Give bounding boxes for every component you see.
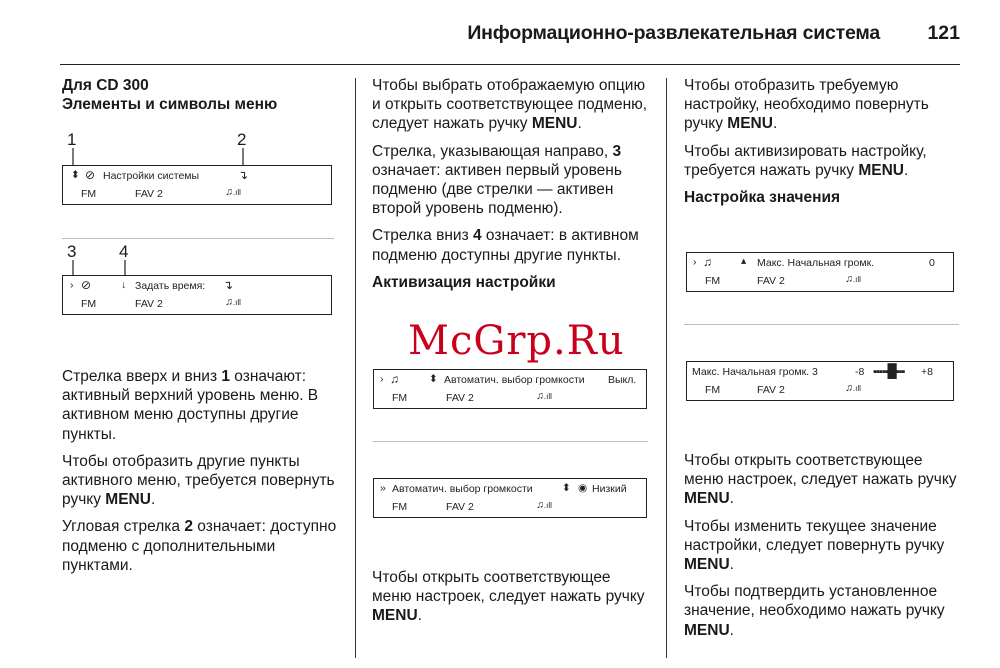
music-note-icon: ♫.ıll bbox=[845, 382, 861, 394]
callout-1: 1 bbox=[67, 130, 77, 149]
paragraph: Чтобы открыть соответствующее меню настроек, следует нажать ручку MENU. bbox=[684, 452, 957, 508]
separator bbox=[684, 324, 959, 325]
page-title: Информационно-развлекательная система bbox=[467, 22, 880, 44]
music-note-icon: ♫ bbox=[703, 255, 712, 269]
separator bbox=[373, 441, 648, 442]
menu-row-label: Настройки системы bbox=[103, 170, 200, 182]
callout-4: 4 bbox=[119, 242, 129, 261]
column-2 bbox=[372, 76, 650, 292]
corner-arrow-icon: ↴ bbox=[238, 168, 249, 182]
band-label: FM bbox=[81, 298, 97, 310]
up-arrow-icon: ▴ bbox=[741, 255, 747, 267]
page-number: 121 bbox=[927, 22, 960, 44]
page-header bbox=[60, 0, 960, 65]
slider-min-label: -8 bbox=[855, 366, 865, 378]
column-3-text bbox=[684, 451, 962, 648]
corner-arrow-icon: ↴ bbox=[223, 278, 234, 292]
paragraph: Чтобы отобразить требуемую настройку, необходимо повернуть ручку MENU. bbox=[684, 77, 929, 133]
paragraph: Чтобы отобразить другие пункты активного меню, требуется повернуть ручку MENU. bbox=[62, 452, 335, 509]
paragraph: Стрелка вверх и вниз 1 означают: активный верхний уровень меню. В активном меню доступны другие пункты. bbox=[62, 368, 319, 443]
paragraph: Чтобы открыть соответствующее меню настроек, следует нажать ручку MENU. bbox=[372, 569, 645, 625]
music-note-icon: ♫.ıll bbox=[536, 499, 552, 511]
band-label: FM bbox=[705, 275, 721, 287]
right-arrow-icon: › bbox=[70, 279, 74, 291]
menu-row-label: Задать время: bbox=[135, 280, 206, 292]
music-note-icon: ♫.ıll bbox=[225, 186, 241, 198]
music-note-icon: ♫.ıll bbox=[845, 273, 861, 285]
up-down-arrow-icon: ⬍ bbox=[71, 169, 80, 181]
menu-row-label: Автоматич. выбор громкости bbox=[392, 483, 533, 495]
paragraph: Чтобы активизировать настройку, требуется нажать ручку MENU. bbox=[684, 142, 927, 179]
watermark: McGrp.Ru bbox=[408, 318, 625, 364]
column-3 bbox=[684, 76, 962, 207]
paragraph: Стрелка вниз 4 означает: в активном подменю доступны другие пункты. bbox=[372, 227, 639, 264]
display-max-start-volume-adjust bbox=[686, 361, 954, 401]
band-label: FM bbox=[392, 501, 408, 513]
favorite-label: FAV 2 bbox=[446, 392, 474, 404]
column-divider bbox=[355, 78, 356, 658]
menu-row-label: Автоматич. выбор громкости bbox=[444, 374, 585, 386]
favorite-label: FAV 2 bbox=[446, 501, 474, 513]
column-divider bbox=[666, 78, 667, 658]
right-arrow-icon: › bbox=[380, 373, 384, 385]
paragraph: Угловая стрелка 2 означает: доступно подменю с дополнительными пунктами. bbox=[62, 518, 337, 574]
display-auto-volume-off bbox=[373, 369, 647, 409]
up-down-arrow-icon: ⬍ bbox=[429, 373, 438, 385]
band-label: FM bbox=[81, 188, 97, 200]
double-right-arrow-icon: » bbox=[380, 482, 386, 494]
separator bbox=[62, 238, 334, 239]
paragraph: Чтобы выбрать отображаемую опцию и открыть соответствующее подменю, следует нажать ручку MENU. bbox=[372, 77, 648, 133]
band-label: FM bbox=[705, 384, 721, 396]
display-system-settings bbox=[62, 165, 332, 205]
section-subheading: Элементы и символы меню bbox=[62, 96, 278, 113]
section-heading: Для CD 300 bbox=[62, 77, 149, 94]
callout-2: 2 bbox=[237, 130, 247, 149]
paragraph: Чтобы изменить текущее значение настройки, следует повернуть ручку MENU. bbox=[684, 517, 945, 574]
clock-icon: ⊘ bbox=[81, 278, 92, 292]
column-1-text bbox=[62, 367, 337, 583]
music-note-icon: ♫.ıll bbox=[536, 390, 552, 402]
favorite-label: FAV 2 bbox=[757, 275, 785, 287]
section-heading: Настройка значения bbox=[684, 189, 841, 207]
menu-row-label: Макс. Начальная громк. 3 bbox=[692, 366, 818, 378]
up-down-arrow-icon: ⬍ bbox=[562, 482, 571, 494]
column-1 bbox=[62, 76, 337, 114]
setting-value: 0 bbox=[929, 257, 935, 269]
display-auto-volume-low bbox=[373, 478, 647, 518]
paragraph: Стрелка, указывающая направо, 3 означает: активен первый уровень подменю (две стрелки — активен второй уровень подменю). bbox=[372, 142, 622, 218]
volume-slider: ▪▪▪▪▪█▪▪▪ bbox=[873, 363, 905, 378]
right-arrow-icon: › bbox=[693, 256, 697, 268]
section-heading: Активизация настройки bbox=[372, 273, 556, 291]
menu-row-label: Макс. Начальная громк. bbox=[757, 257, 875, 269]
display-max-start-volume bbox=[686, 252, 954, 292]
slider-max-label: +8 bbox=[921, 366, 933, 378]
favorite-label: FAV 2 bbox=[135, 298, 163, 310]
radio-selected-icon: ◉ bbox=[578, 482, 588, 494]
clock-icon: ⊘ bbox=[85, 168, 96, 182]
music-note-icon: ♫.ıll bbox=[225, 296, 241, 308]
favorite-label: FAV 2 bbox=[757, 384, 785, 396]
down-arrow-icon: ↓ bbox=[121, 279, 127, 291]
band-label: FM bbox=[392, 392, 408, 404]
column-2-text bbox=[372, 568, 650, 634]
display-set-time bbox=[62, 275, 332, 315]
music-note-icon: ♫ bbox=[390, 372, 399, 386]
paragraph: Чтобы подтвердить установленное значение, необходимо нажать ручку MENU. bbox=[684, 583, 945, 639]
callout-3: 3 bbox=[67, 242, 77, 261]
favorite-label: FAV 2 bbox=[135, 188, 163, 200]
setting-value: Низкий bbox=[592, 483, 627, 495]
setting-value: Выкл. bbox=[608, 374, 637, 386]
